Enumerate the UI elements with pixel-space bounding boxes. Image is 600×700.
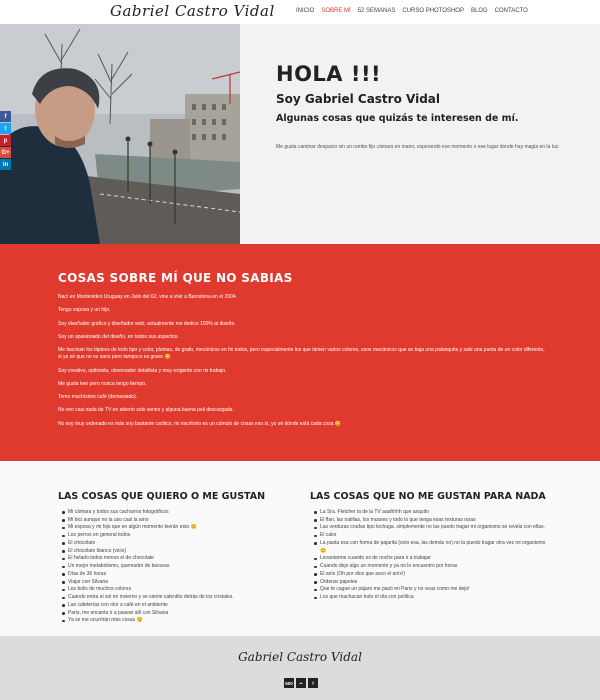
facebook-icon[interactable]: f bbox=[0, 111, 11, 122]
twitter-icon[interactable]: t bbox=[0, 123, 11, 134]
share-bar bbox=[0, 111, 11, 171]
list-item: El chocolate bbox=[68, 540, 298, 548]
site-logo[interactable]: Gabriel Castro Vidal bbox=[110, 2, 275, 20]
facts-list bbox=[58, 294, 548, 434]
list-item: Ordenar papeles bbox=[320, 579, 550, 587]
hero-subtitle: Soy Gabriel Castro Vidal bbox=[276, 92, 440, 106]
fact-item: Soy diseñador gráfico y diseñador web; actualmente me dedico 100% al diseño. bbox=[58, 320, 236, 327]
list-item: Los bolis de muchos colores bbox=[68, 586, 298, 594]
list-item: El chocolate blanco (vicio) bbox=[68, 548, 298, 556]
list-item: Las verduras crudas tipo lechuga, simplemente no las puedo tragar mi organismo se revela con ellas. bbox=[320, 524, 550, 532]
list-item: El calor bbox=[320, 532, 550, 540]
fact-item: Tengo esposa y un hijo. bbox=[58, 307, 111, 314]
list-item: Mi esposa y mi hijo que en algún momento leerán esto 😊 bbox=[68, 524, 298, 532]
list-item: Los perros en general todos bbox=[68, 532, 298, 540]
likes-dislikes-section bbox=[0, 461, 600, 636]
google-plus-icon[interactable]: G+ bbox=[0, 147, 11, 158]
dislikes-list bbox=[310, 509, 550, 602]
list-item: El anís (Oh por dios que asco el anís!) bbox=[320, 571, 550, 579]
list-item: Cuando dejo algo un momento y ya no lo encuentro por horas bbox=[320, 563, 550, 571]
nav-item-inicio[interactable]: INICIO bbox=[296, 8, 315, 14]
list-item: Levantarme cuando es de noche para ir a trabajar bbox=[320, 555, 550, 563]
hero-text bbox=[276, 62, 576, 152]
footer-logo[interactable]: Gabriel Castro Vidal bbox=[238, 650, 362, 664]
profile-photo bbox=[0, 24, 240, 244]
fact-item: Me fascinan los lápices de todo tipo y color, plumas, de grafo, mecánicos en fin todos, pero especialmente los que tienen varios colores, esos mecánicos que se baja una palanquita y sale una punta de un color diferente, si ya sé que no es sano pero tampoco es grave 😊 bbox=[58, 347, 545, 361]
list-item: Paris, me encanta ir a pasear allí con Silvana bbox=[68, 610, 298, 618]
likes-title: LAS COSAS QUE QUIERO O ME GUSTAN bbox=[58, 491, 266, 502]
list-item: La pasta esa con forma de pajarita (solo esa, las demás no) no la puedo tragar otra vez mi organismo 😊 bbox=[320, 540, 550, 556]
linkedin-icon[interactable]: in bbox=[0, 159, 11, 170]
nav-item-blog[interactable]: BLOG bbox=[470, 8, 488, 14]
fact-item: Nací en Montevideo Uruguay en Julio del 62, vine a vivir a Barcelona en el 2004. bbox=[58, 294, 237, 300]
nav-item-52-semanas[interactable]: 52 SEMANAS bbox=[357, 8, 396, 14]
list-item: El flan, las natillas, los musses y todo lo que tenga esas texturas raras bbox=[320, 517, 550, 525]
fact-item: Tomo muchísimo café (demasiado). bbox=[58, 394, 138, 400]
likes-column bbox=[58, 491, 298, 625]
dislikes-title: LAS COSAS QUE NO ME GUSTAN PARA NADA bbox=[310, 491, 546, 502]
main-nav bbox=[296, 8, 528, 14]
dislikes-column bbox=[310, 491, 550, 602]
list-item: Cuando entra el sol en invierno y se siente calentito detrás de los cristales. bbox=[68, 594, 298, 602]
facts-title: COSAS SOBRE MÍ QUE NO SABIAS bbox=[58, 271, 293, 285]
list-item: El helado todos menos el de chocolate bbox=[68, 555, 298, 563]
hero-section bbox=[0, 24, 600, 244]
likes-list bbox=[58, 509, 298, 625]
site-footer bbox=[0, 636, 600, 700]
fact-item: Soy un apasionado del diseño, en todos sus aspectos. bbox=[58, 333, 179, 340]
fact-item: No veo casi nada de TV en abierto solo series y alguna buena peli descargada. bbox=[58, 407, 234, 414]
footer-social bbox=[284, 678, 318, 688]
site-header bbox=[0, 0, 600, 24]
list-item: Viajar con Silvana bbox=[68, 579, 298, 587]
fact-item: No soy muy ordenado es más soy bastante caótico, mi escritorio es un cúmulo de cosas eso sí, yo sé dónde está cada cosa 😊 bbox=[58, 420, 342, 427]
list-item: Las cafeterías con olor a café en el ambiente bbox=[68, 602, 298, 610]
list-item: Los que machacan todo el día con política bbox=[320, 594, 550, 602]
list-item: La Sra. Fletcher la de la TV aaahhhh que asquito bbox=[320, 509, 550, 517]
hero-tagline: Algunas cosas que quizás te interesen de mí. bbox=[276, 113, 519, 124]
fact-item: Soy creativo, optimista, observador detallista y muy exigente con mi trabajo. bbox=[58, 367, 227, 374]
nav-item-contacto[interactable]: CONTACTO bbox=[494, 8, 528, 14]
fact-item: Me gusta leer pero nunca tengo tiempo. bbox=[58, 380, 147, 387]
facts-section bbox=[0, 244, 600, 461]
list-item: Días de 36 horas bbox=[68, 571, 298, 579]
hero-paragraph: Me gusta caminar despacio sin un rumbo fijo cámara en mano, esperando ese momento o ese lugar donde hay magia en la luz. bbox=[276, 144, 560, 150]
hero-title: HOLA !!! bbox=[276, 62, 382, 86]
list-item: Un mejor metabolismo, quemador de basuras bbox=[68, 563, 298, 571]
list-item: Mi bici aunque no la uso casi la amo bbox=[68, 517, 298, 525]
facebook-icon[interactable]: f bbox=[308, 678, 318, 688]
list-item: Que te cague un pájaro me pasó en Paris y no veas como me dejo! bbox=[320, 586, 550, 594]
pinterest-icon[interactable]: p bbox=[0, 135, 11, 146]
nav-item-sobre-mi[interactable]: SOBRE MÍ bbox=[321, 8, 351, 14]
500px-icon[interactable]: 500 bbox=[284, 678, 294, 688]
nav-item-curso-photoshop[interactable]: CURSO PHOTOSHOP bbox=[402, 8, 464, 14]
flickr-icon[interactable]: •• bbox=[296, 678, 306, 688]
list-item: Ya se me ocurrirán más cosas 😊 bbox=[68, 617, 298, 625]
list-item: Mi cámara y todos sus cacharros fotográficos bbox=[68, 509, 298, 517]
